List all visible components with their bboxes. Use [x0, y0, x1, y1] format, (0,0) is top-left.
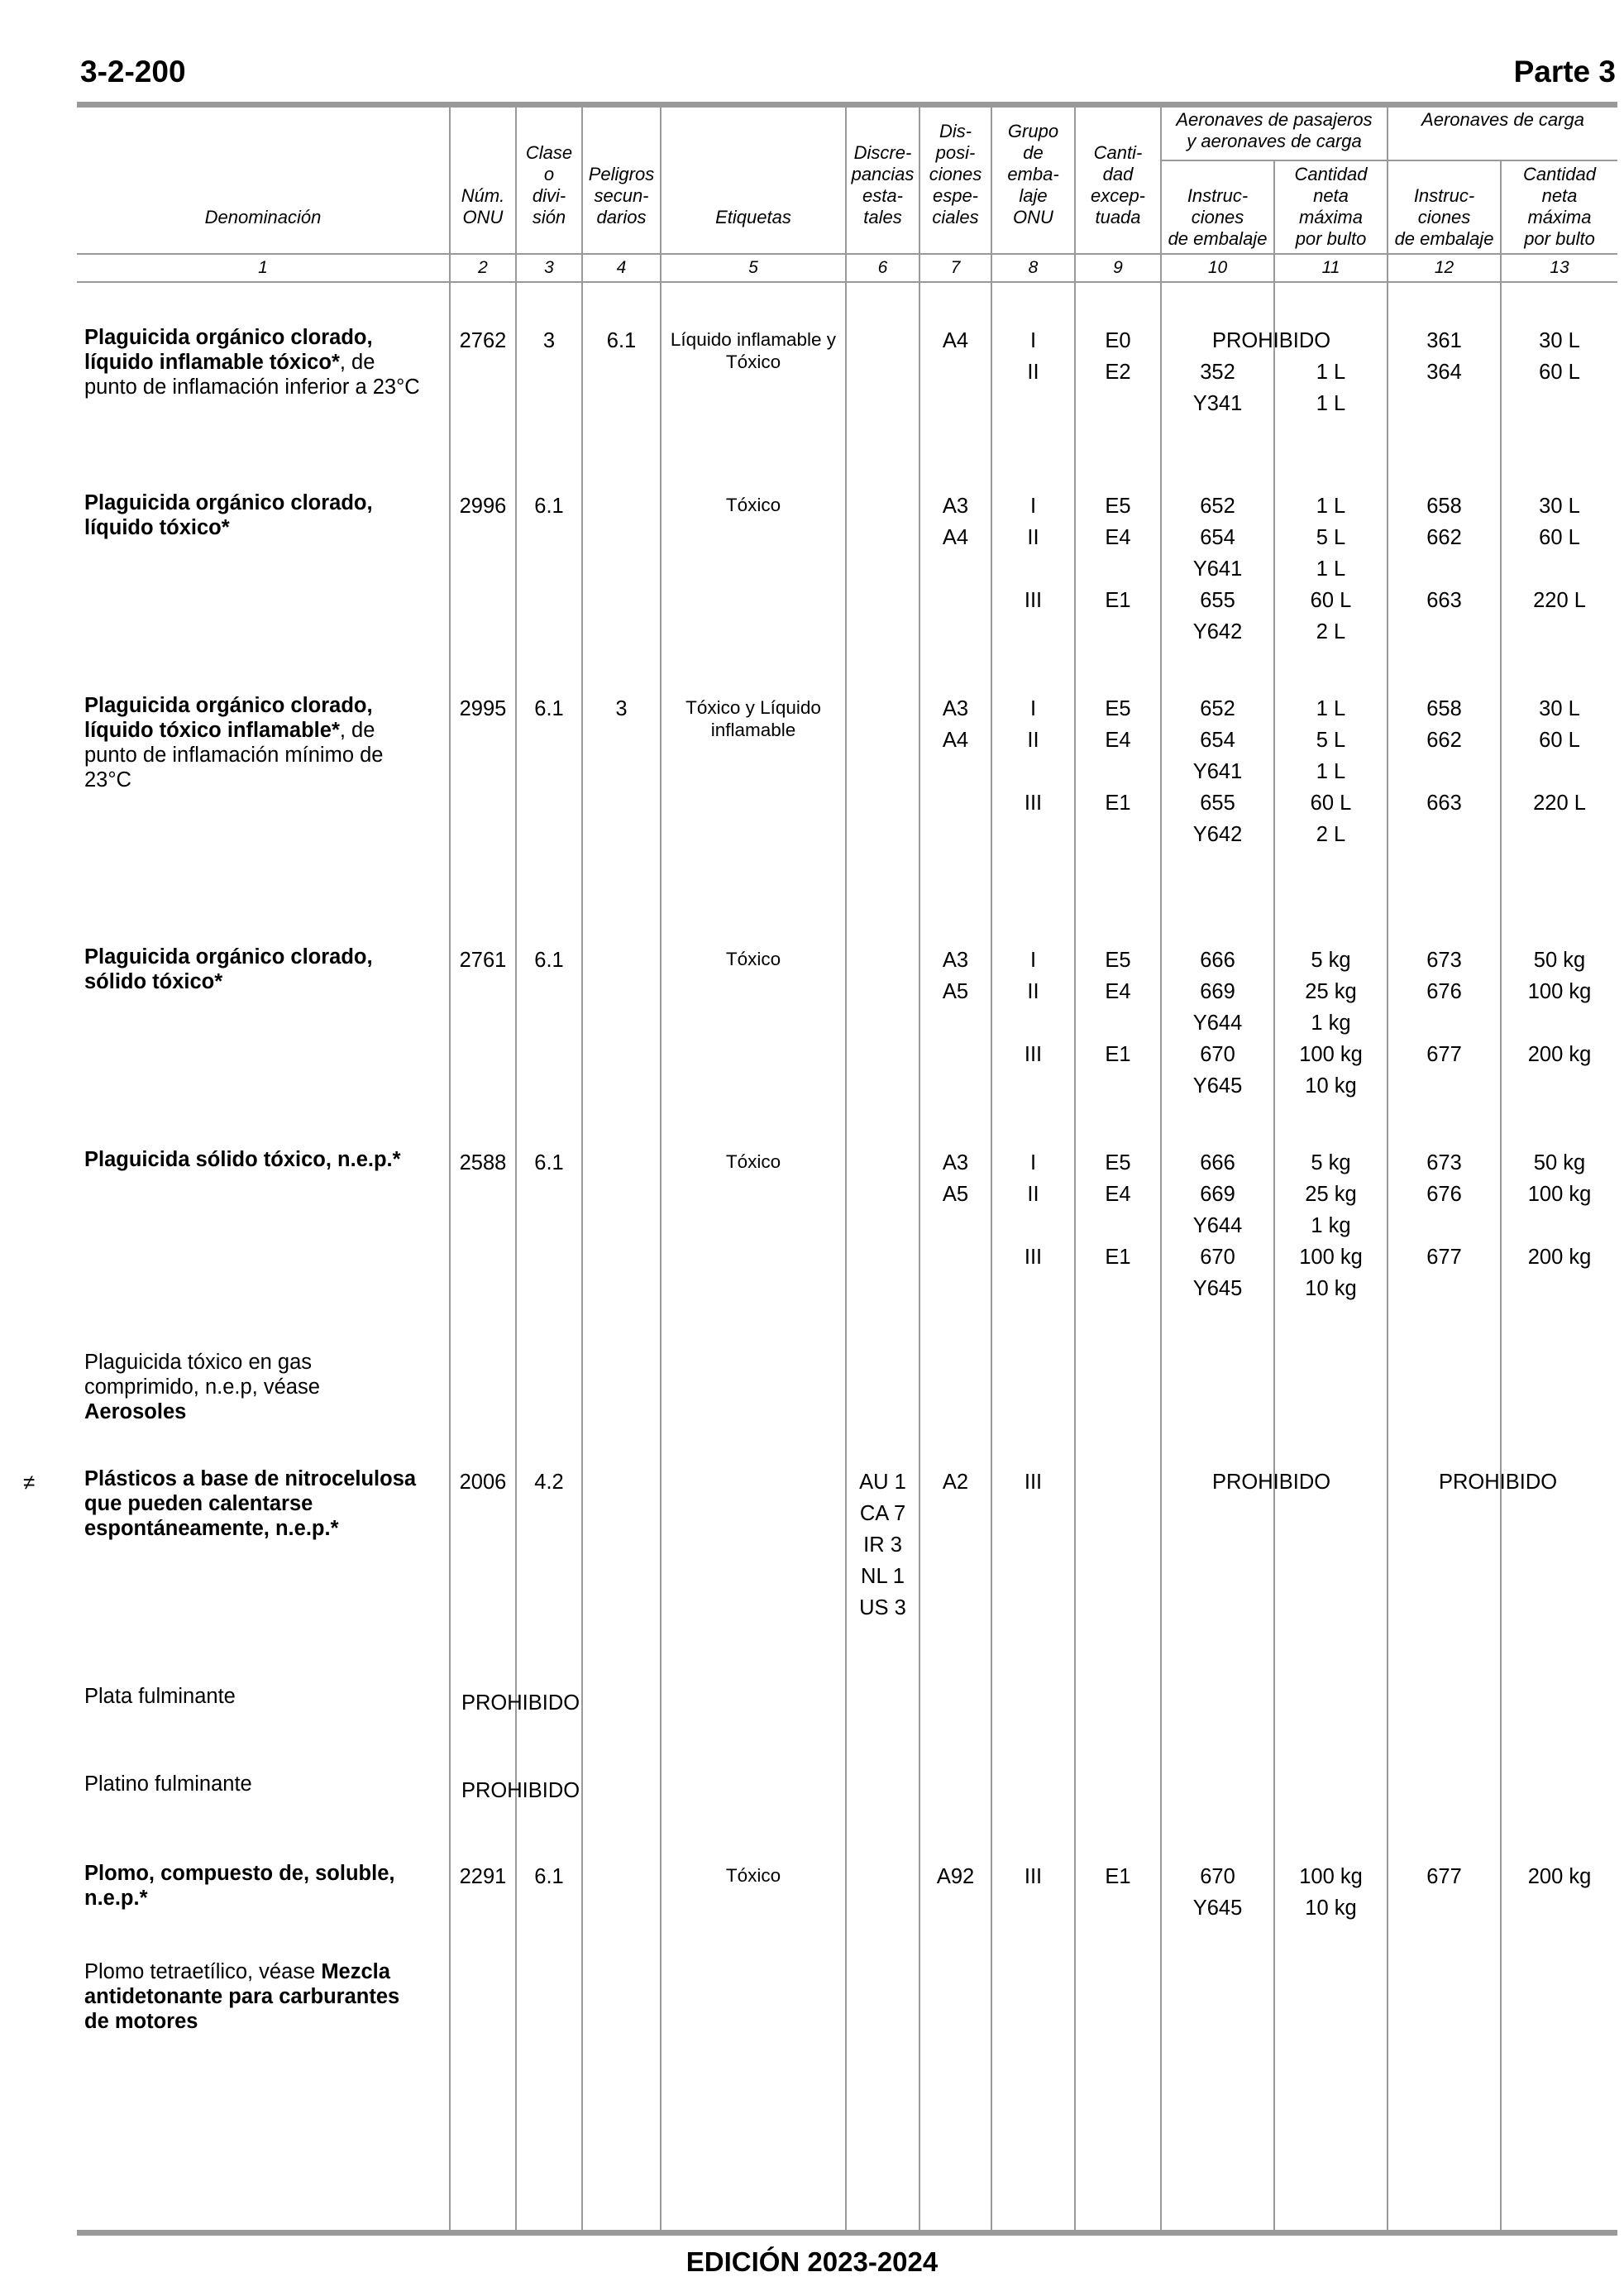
header-cargo-aircraft: Aeronaves de carga [1421, 109, 1584, 130]
un-number: 2996 [459, 495, 507, 518]
cargo-net-quantity: 200 kg [1527, 1865, 1592, 1888]
hazard-labels: Tóxico [725, 1865, 781, 1886]
proper-shipping-name: Plata fulminante [84, 1685, 236, 1708]
prohibited-passenger: PROHIBIDO [1212, 329, 1331, 352]
top-rule [77, 102, 1617, 108]
col-number: 11 [1321, 258, 1340, 277]
cargo-net-quantity: 30 L 60 L [1539, 329, 1580, 384]
col-number: 9 [1113, 258, 1123, 277]
col-number: 6 [877, 258, 888, 277]
excepted-quantity: E5 E4 E1 [1105, 697, 1131, 815]
col-number: 5 [748, 258, 758, 277]
header-packing-group: Grupo de emba- laje ONU [1007, 121, 1059, 227]
prohibited-passenger: PROHIBIDO [1212, 1471, 1331, 1494]
col-number: 4 [616, 258, 627, 277]
excepted-quantity: E5 E4 E1 [1105, 495, 1131, 612]
excepted-quantity: E5 E4 E1 [1105, 949, 1131, 1066]
col-number: 10 [1207, 258, 1228, 277]
proper-shipping-name: Plaguicida orgánico clorado, sólido tóxico* [84, 945, 373, 993]
prohibited-all: PROHIBIDO [461, 1691, 580, 1715]
edition-footer: EDICIÓN 2023-2024 [685, 2246, 939, 2277]
header-cargo-instructions: Instruc- ciones de embalaje [1394, 185, 1494, 249]
special-provisions: A3 A5 [942, 949, 969, 1003]
col-number: 2 [478, 258, 488, 277]
special-provisions: A3 A4 [942, 697, 969, 752]
special-provisions: A92 [936, 1865, 975, 1888]
page-number: 3-2-200 [80, 55, 186, 88]
proper-shipping-name: Plomo tetraetílico, véase Mezcla antidetonante para carburantes de motores [84, 1960, 400, 2033]
cargo-packing-instructions: 658 662 663 [1426, 697, 1462, 815]
excepted-quantity: E0 E2 [1105, 329, 1131, 384]
col-number: 8 [1028, 258, 1039, 277]
header-special-provisions: Dis- posi- ciones espe- ciales [929, 121, 982, 227]
cargo-net-quantity: 50 kg 100 kg 200 kg [1527, 949, 1592, 1066]
header-pax-instructions: Instruc- ciones de embalaje [1168, 185, 1268, 249]
proper-shipping-name: Plomo, compuesto de, soluble, n.e.p.* [84, 1862, 395, 1910]
excepted-quantity: E5 E4 E1 [1105, 1151, 1131, 1269]
state-variations: AU 1 CA 7 IR 3 NL 1 US 3 [859, 1471, 906, 1619]
proper-shipping-name: Plásticos a base de nitrocelulosa que pueden calentarse espontáneamente, n.e.p.* [84, 1467, 417, 1540]
un-number: 2762 [459, 329, 507, 352]
cargo-net-quantity: 50 kg 100 kg 200 kg [1527, 1151, 1592, 1269]
header-denominacion: Denominación [204, 207, 322, 227]
class-division: 6.1 [534, 697, 564, 720]
hazard-labels: Tóxico y Líquido inflamable [685, 697, 821, 740]
class-division: 6.1 [534, 949, 564, 972]
un-number: 2588 [459, 1151, 507, 1174]
pax-packing-instructions: 670 Y645 [1192, 1865, 1243, 1920]
pax-packing-instructions: 352 Y341 [1192, 361, 1243, 415]
col-number: 3 [544, 258, 554, 277]
hazard-labels: Tóxico [725, 1151, 781, 1172]
pax-packing-instructions: 652 654 Y641 655 Y642 [1192, 697, 1243, 846]
pax-net-quantity: 1 L 5 L 1 L 60 L 2 L [1310, 697, 1352, 846]
special-provisions: A3 A5 [942, 1151, 969, 1206]
subsidiary-hazard: 3 [615, 697, 628, 720]
proper-shipping-name: Plaguicida tóxico en gas comprimido, n.e.p, véase Aerosoles [84, 1351, 320, 1423]
header-pax-quantity: Cantidad neta máxima por bulto [1294, 164, 1368, 249]
cargo-packing-instructions: 658 662 663 [1426, 495, 1462, 612]
special-provisions: A2 [942, 1471, 969, 1494]
col-number: 7 [950, 258, 961, 277]
proper-shipping-name: Plaguicida orgánico clorado, líquido tóxico inflamable*, de punto de inflamación mínimo de 23°C [84, 694, 384, 792]
packing-group: III [1024, 1471, 1043, 1494]
header-un-number: Núm. ONU [461, 185, 505, 227]
col-number: 13 [1550, 258, 1569, 277]
packing-group: I II III [1024, 1151, 1043, 1269]
class-division: 4.2 [534, 1471, 564, 1494]
header-state-variations: Discre- pancias esta- tales [851, 142, 915, 227]
packing-group: I II III [1024, 495, 1043, 612]
un-number: 2291 [459, 1865, 507, 1888]
pax-net-quantity: 5 kg 25 kg 1 kg 100 kg 10 kg [1299, 1151, 1363, 1300]
class-division: 6.1 [534, 1151, 564, 1174]
header-labels: Etiquetas [715, 207, 791, 227]
cargo-net-quantity: 30 L 60 L 220 L [1533, 495, 1586, 612]
packing-group: III [1024, 1865, 1043, 1888]
pax-net-quantity: 1 L 1 L [1316, 361, 1346, 415]
packing-group: I II III [1024, 697, 1043, 815]
pax-net-quantity: 5 kg 25 kg 1 kg 100 kg 10 kg [1299, 949, 1363, 1098]
header-subsidiary-hazards: Peligros secun- darios [588, 164, 655, 227]
col-number: 1 [258, 258, 268, 277]
pax-packing-instructions: 652 654 Y641 655 Y642 [1192, 495, 1243, 643]
proper-shipping-name: Plaguicida orgánico clorado, líquido inflamable tóxico*, de punto de inflamación inferior a 23°C [84, 326, 420, 399]
hazard-labels: Tóxico [725, 949, 781, 969]
hazard-labels: Tóxico [725, 495, 781, 515]
un-number: 2995 [459, 697, 507, 720]
prohibited-all: PROHIBIDO [461, 1779, 580, 1802]
excepted-quantity: E1 [1105, 1865, 1131, 1888]
pax-net-quantity: 100 kg 10 kg [1299, 1865, 1363, 1920]
header-cargo-quantity: Cantidad neta máxima por bulto [1522, 164, 1597, 249]
header-passenger-aircraft: Aeronaves de pasajeros y aeronaves de carga [1176, 109, 1373, 151]
proper-shipping-name: Plaguicida sólido tóxico, n.e.p.* [84, 1148, 401, 1171]
cargo-packing-instructions: 361 364 [1426, 329, 1462, 384]
class-division: 6.1 [534, 1865, 564, 1888]
class-division: 3 [542, 329, 556, 352]
part-label: Parte 3 [1513, 55, 1616, 88]
cargo-packing-instructions: 677 [1426, 1865, 1462, 1888]
proper-shipping-name: Platino fulminante [84, 1772, 252, 1796]
pax-packing-instructions: 666 669 Y644 670 Y645 [1192, 1151, 1243, 1300]
proper-shipping-name: Plaguicida orgánico clorado, líquido tóxico* [84, 491, 373, 539]
header-excepted-quantity: Canti- dad excep- tuada [1090, 142, 1146, 227]
pax-net-quantity: 1 L 5 L 1 L 60 L 2 L [1310, 495, 1352, 643]
subsidiary-hazard: 6.1 [606, 329, 637, 352]
pax-packing-instructions: 666 669 Y644 670 Y645 [1192, 949, 1243, 1098]
cargo-packing-instructions: 673 676 677 [1426, 1151, 1462, 1269]
un-number: 2761 [459, 949, 507, 972]
special-provisions: A4 [942, 329, 969, 352]
class-division: 6.1 [534, 495, 564, 518]
packing-group: I II III [1024, 949, 1043, 1066]
un-number: 2006 [459, 1471, 507, 1494]
special-provisions: A3 A4 [942, 495, 969, 549]
bottom-rule [77, 2230, 1617, 2236]
revision-mark: ≠ [23, 1470, 36, 1495]
cargo-net-quantity: 30 L 60 L 220 L [1533, 697, 1586, 815]
packing-group: I II [1027, 329, 1039, 384]
hazard-labels: Líquido inflamable y Tóxico [670, 329, 837, 372]
header-class: Clase o divi- sión [525, 142, 573, 227]
cargo-packing-instructions: 673 676 677 [1426, 949, 1462, 1066]
prohibited-cargo: PROHIBIDO [1439, 1471, 1558, 1494]
col-number: 12 [1434, 258, 1454, 277]
